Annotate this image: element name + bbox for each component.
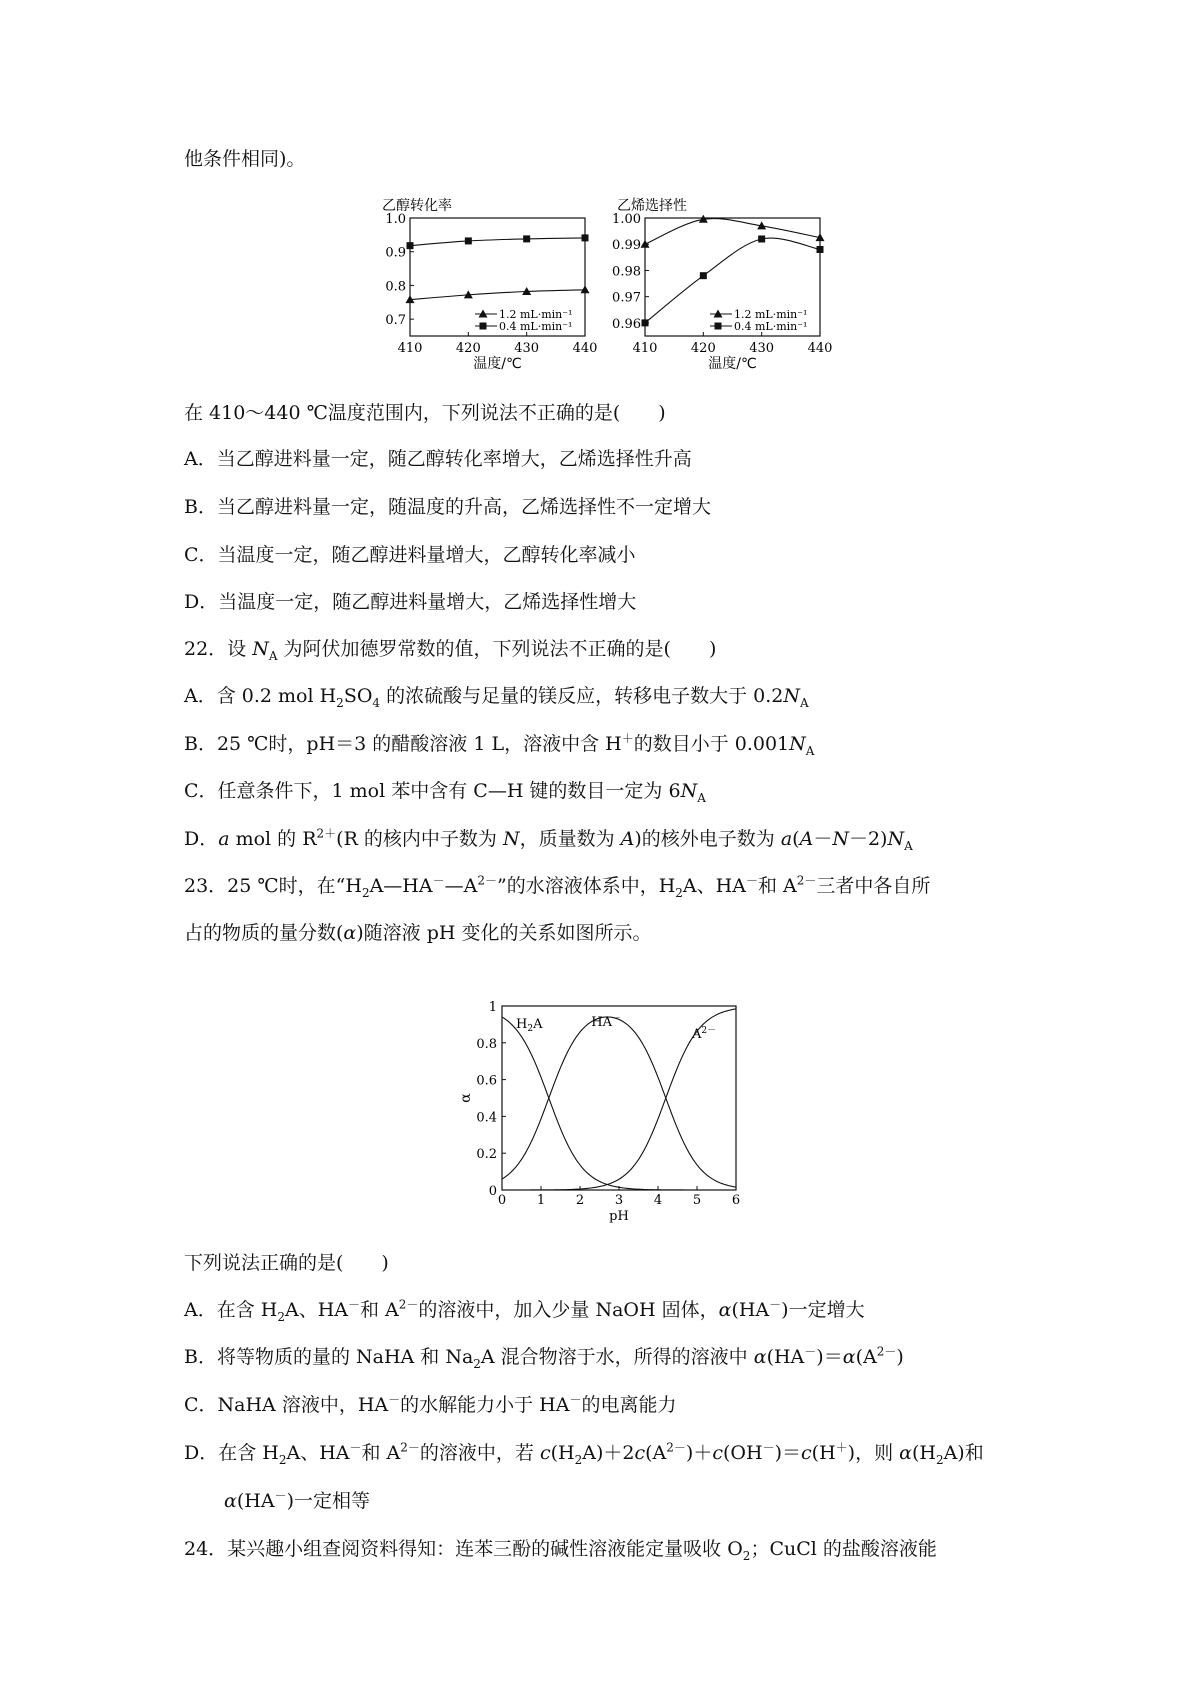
c1-ytick-label: 1.0 bbox=[385, 212, 406, 227]
c3-ytick-label: 1 bbox=[488, 1000, 497, 1015]
c2-point bbox=[758, 235, 765, 242]
q23-question: 下列说法正确的是( ) bbox=[184, 1252, 389, 1274]
q23-stem-line1 bbox=[184, 873, 930, 899]
t: － bbox=[349, 1440, 362, 1455]
t: a bbox=[218, 828, 230, 850]
q22-option-c bbox=[184, 778, 706, 804]
t: 的电离能力 bbox=[581, 1394, 677, 1416]
t: 2 bbox=[742, 1548, 751, 1563]
t: ) bbox=[896, 1346, 904, 1368]
t: c bbox=[634, 1442, 646, 1464]
t: － bbox=[762, 1440, 775, 1455]
c2-point bbox=[700, 272, 707, 279]
t: α bbox=[899, 1442, 912, 1464]
t: (A bbox=[855, 1346, 877, 1368]
c3-series-label bbox=[516, 1017, 543, 1034]
t: N bbox=[832, 828, 849, 850]
t: 2 bbox=[574, 1452, 583, 1467]
t: )＝ bbox=[816, 1346, 843, 1368]
t: A bbox=[268, 648, 278, 663]
t: (H bbox=[811, 1442, 836, 1464]
t: 的水解能力小于 HA bbox=[400, 1394, 570, 1416]
t: A 混合物溶于水，所得的溶液中 bbox=[480, 1346, 754, 1368]
q23-option-a bbox=[184, 1297, 865, 1323]
q21-option-b: B．当乙醇进料量一定，随温度的升高，乙烯选择性不一定增大 bbox=[184, 496, 711, 518]
t: N bbox=[252, 638, 269, 660]
t: A、HA bbox=[284, 1299, 348, 1321]
species-fraction-chart bbox=[450, 994, 750, 1230]
t: 2 bbox=[277, 1309, 285, 1324]
t: 和 A bbox=[361, 1442, 401, 1464]
t: ；CuCl 的盐酸溶液能 bbox=[750, 1538, 937, 1560]
t: —A bbox=[444, 875, 478, 897]
c1-point bbox=[523, 235, 530, 242]
c3-xtick-label: 3 bbox=[614, 1193, 624, 1208]
t: B．25 ℃时，pH＝3 的醋酸溶液 1 L，溶液中含 H bbox=[184, 733, 622, 755]
c2-ytick-label: 0.99 bbox=[612, 238, 641, 254]
t: mol 的 R bbox=[229, 828, 317, 850]
t: C．NaHA 溶液中，HA bbox=[184, 1394, 389, 1416]
c3-xtick-label: 2 bbox=[575, 1193, 585, 1208]
q22-option-d bbox=[184, 826, 913, 852]
t: 2－ bbox=[398, 1297, 419, 1312]
t: N bbox=[502, 828, 520, 850]
continuation-line: 他条件相同)。 bbox=[184, 148, 306, 170]
t: C．任意条件下，1 mol 苯中含有 C—H 键的数目一定为 6 bbox=[184, 780, 681, 802]
t: 2－ bbox=[477, 873, 497, 888]
c1-legend-label: 0.4 mL·min⁻¹ bbox=[499, 320, 573, 333]
c1-xtick-label: 420 bbox=[455, 341, 481, 356]
c3-series-label-part: H bbox=[516, 1017, 528, 1032]
c2-series-line-0 bbox=[645, 219, 820, 245]
t: (H bbox=[911, 1442, 936, 1464]
c1-point bbox=[582, 234, 589, 241]
t: A)和 bbox=[943, 1442, 984, 1464]
t: 2－ bbox=[666, 1440, 686, 1455]
c3-ytick-label: 0.8 bbox=[476, 1036, 497, 1052]
c3-ylabel: α bbox=[458, 1093, 474, 1103]
c1-point bbox=[581, 285, 590, 293]
t: 2 bbox=[675, 885, 683, 900]
c1-legend-marker bbox=[480, 323, 487, 330]
t: )一定相等 bbox=[286, 1490, 370, 1512]
t: 三者中各自所 bbox=[816, 875, 931, 897]
q21-stem: 在 410～440 ℃温度范围内，下列说法不正确的是( ) bbox=[184, 402, 666, 424]
c2-xtick-label: 420 bbox=[690, 341, 716, 356]
c3-xtick-label: 4 bbox=[653, 1193, 663, 1208]
t: A bbox=[799, 695, 809, 710]
c2-legend-label: 0.4 mL·min⁻¹ bbox=[734, 320, 808, 333]
c2-ytick-label: 1.00 bbox=[612, 212, 641, 227]
t: A)＋2 bbox=[582, 1442, 635, 1464]
c2-point bbox=[642, 319, 649, 326]
c2-point bbox=[817, 246, 824, 253]
t: )随溶液 pH 变化的关系如图所示。 bbox=[356, 922, 652, 944]
t: D．在含 H bbox=[184, 1442, 279, 1464]
t: － bbox=[348, 1297, 361, 1312]
t: A bbox=[805, 743, 815, 758]
c1-ytick-label: 0.8 bbox=[385, 279, 406, 295]
t: 2 bbox=[473, 1356, 481, 1371]
t: 2 bbox=[278, 1452, 287, 1467]
c3-series-line-1 bbox=[502, 1017, 736, 1187]
c1-xtick-label: 440 bbox=[572, 341, 598, 356]
t: c bbox=[712, 1442, 723, 1464]
t: 的溶液中，若 bbox=[419, 1442, 540, 1464]
t: (H bbox=[550, 1442, 575, 1464]
t: B．将等物质的量的 NaHA 和 Na bbox=[184, 1346, 474, 1368]
t: N bbox=[789, 733, 806, 755]
c3-xlabel: pH bbox=[609, 1209, 629, 1224]
c3-series-label-part: HA bbox=[591, 1015, 613, 1030]
t: 2－ bbox=[400, 1440, 420, 1455]
c3-series-label-part: A bbox=[533, 1017, 543, 1032]
q23-option-b bbox=[184, 1344, 904, 1370]
t: (HA bbox=[766, 1346, 805, 1368]
c1-point bbox=[407, 242, 414, 249]
t: A bbox=[620, 828, 635, 850]
t: N bbox=[680, 780, 698, 802]
t: α bbox=[842, 1346, 856, 1368]
c1-xtick-label: 430 bbox=[514, 341, 540, 356]
t: － bbox=[569, 1392, 582, 1407]
q21-option-d: D．当温度一定，随乙醇进料量增大，乙烯选择性增大 bbox=[184, 591, 637, 613]
t: － bbox=[769, 1297, 782, 1312]
c2-ytick-label: 0.96 bbox=[612, 316, 641, 332]
c3-xtick-label: 6 bbox=[731, 1193, 741, 1208]
c3-series-label-part: 2 bbox=[527, 1024, 534, 1034]
t: － bbox=[804, 1344, 817, 1359]
t: (HA bbox=[236, 1490, 275, 1512]
t: A bbox=[697, 790, 706, 805]
c1-series-line-0 bbox=[410, 290, 585, 300]
ethylene-selectivity-chart bbox=[600, 198, 833, 404]
t: 2－ bbox=[796, 873, 817, 888]
c1-legend-label: 1.2 mL·min⁻¹ bbox=[499, 308, 573, 321]
t: )，则 bbox=[847, 1442, 900, 1464]
t: )＋ bbox=[685, 1442, 713, 1464]
t: 2 bbox=[935, 1452, 944, 1467]
c3-ytick-label: 0.6 bbox=[476, 1073, 497, 1089]
t: 和 A bbox=[757, 875, 797, 897]
t: A．含 0.2 mol H bbox=[184, 685, 337, 707]
c3-xtick-label: 1 bbox=[536, 1193, 546, 1208]
t: A、HA bbox=[286, 1442, 350, 1464]
c3-ytick-label: 0.2 bbox=[476, 1147, 497, 1163]
t: D． bbox=[184, 828, 219, 850]
t: A bbox=[904, 838, 913, 853]
c3-series-label bbox=[591, 1014, 621, 1030]
t: )的核外电子数为 bbox=[634, 828, 781, 850]
t: － bbox=[745, 873, 758, 888]
t: a bbox=[780, 828, 793, 850]
q22-option-b bbox=[184, 731, 814, 757]
q24-stem bbox=[184, 1536, 937, 1562]
t: )＝ bbox=[774, 1442, 801, 1464]
t: － bbox=[813, 828, 833, 850]
t: ”的水溶液体系中，H bbox=[496, 875, 676, 897]
t: ( bbox=[792, 828, 800, 850]
t: c bbox=[801, 1442, 812, 1464]
t: 占的物质的量分数( bbox=[184, 922, 344, 944]
t: －2) bbox=[848, 828, 888, 850]
c3-ytick-label: 0 bbox=[488, 1184, 497, 1199]
t: A—HA bbox=[369, 875, 433, 897]
t: 22．设 bbox=[184, 638, 253, 660]
q23-option-d-cont bbox=[224, 1488, 370, 1514]
c1-point bbox=[465, 237, 472, 244]
t: A．在含 H bbox=[184, 1299, 278, 1321]
q23-option-c bbox=[184, 1392, 677, 1418]
t: α bbox=[343, 922, 357, 944]
c2-ytick-label: 0.98 bbox=[612, 264, 641, 280]
c3-series-label-part: － bbox=[612, 1014, 622, 1024]
t: N bbox=[783, 685, 800, 707]
t: ，质量数为 bbox=[519, 828, 621, 850]
c3-series-label bbox=[691, 1026, 716, 1042]
t: c bbox=[539, 1442, 551, 1464]
c2-xtick-label: 440 bbox=[807, 341, 833, 356]
t: (OH bbox=[723, 1442, 763, 1464]
t: － bbox=[388, 1392, 401, 1407]
c1-ytick-label: 0.7 bbox=[385, 313, 406, 329]
q22-option-a bbox=[184, 683, 809, 709]
c2-ylabel: 乙烯选择性 bbox=[617, 198, 687, 214]
t: 23．25 ℃时，在“H bbox=[184, 875, 362, 897]
t: 和 A bbox=[360, 1299, 399, 1321]
t: － bbox=[274, 1488, 287, 1503]
q23-option-d bbox=[184, 1440, 984, 1466]
q21-option-a: A．当乙醇进料量一定，随乙醇转化率增大，乙烯选择性升高 bbox=[184, 448, 692, 470]
c1-xtick-label: 410 bbox=[397, 341, 423, 356]
t: ＋ bbox=[835, 1440, 848, 1455]
c3-series-line-0 bbox=[502, 1017, 736, 1190]
c2-xlabel: 温度/℃ bbox=[708, 356, 757, 372]
q22-stem bbox=[184, 636, 716, 662]
c2-ytick-label: 0.97 bbox=[612, 290, 641, 306]
c1-ytick-label: 0.9 bbox=[385, 245, 406, 261]
t: － bbox=[432, 873, 445, 888]
t: 2＋ bbox=[316, 826, 337, 841]
t: SO bbox=[343, 685, 373, 707]
c2-xtick-label: 410 bbox=[632, 341, 658, 356]
t: A bbox=[799, 828, 814, 850]
c2-legend-marker bbox=[715, 323, 722, 330]
t: (R 的核内中子数为 bbox=[336, 828, 503, 850]
t: α bbox=[224, 1490, 237, 1512]
c3-series-label-part: A bbox=[692, 1027, 702, 1042]
t: ＋ bbox=[621, 731, 634, 746]
t: 的浓硫酸与足量的镁反应，转移电子数大于 0.2 bbox=[380, 685, 784, 707]
c2-xtick-label: 430 bbox=[749, 341, 775, 356]
t: 为阿伏加德罗常数的值，下列说法不正确的是( ) bbox=[277, 638, 717, 660]
c1-xlabel: 温度/℃ bbox=[473, 356, 522, 372]
c3-xtick-label: 5 bbox=[692, 1193, 702, 1208]
t: 的溶液中，加入少量 NaOH 固体， bbox=[418, 1299, 719, 1321]
q21-option-c: C．当温度一定，随乙醇进料量增大，乙醇转化率减小 bbox=[184, 544, 636, 566]
t: (HA bbox=[731, 1299, 770, 1321]
t: )一定增大 bbox=[781, 1299, 865, 1321]
c1-series-line-1 bbox=[410, 238, 585, 246]
q23-stem-line2 bbox=[184, 920, 652, 946]
t: (A bbox=[645, 1442, 667, 1464]
t: 4 bbox=[372, 695, 381, 710]
c3-ytick-label: 0.4 bbox=[476, 1110, 497, 1126]
c3-xtick-label: 0 bbox=[497, 1193, 507, 1208]
t: α bbox=[718, 1299, 732, 1321]
t: 2 bbox=[361, 885, 370, 900]
c1-ylabel: 乙醇转化率 bbox=[382, 198, 452, 214]
t: 2 bbox=[336, 695, 344, 710]
c3-series-label-part: 2－ bbox=[701, 1026, 717, 1036]
t: α bbox=[753, 1346, 767, 1368]
t: 24．某兴趣小组查阅资料得知：连苯三酚的碱性溶液能定量吸收 O bbox=[184, 1538, 743, 1560]
t: 2－ bbox=[876, 1344, 897, 1359]
t: N bbox=[887, 828, 905, 850]
ethanol-conversion-chart bbox=[370, 198, 598, 404]
t: A、HA bbox=[682, 875, 746, 897]
c2-legend-label: 1.2 mL·min⁻¹ bbox=[734, 308, 808, 321]
t: 的数目小于 0.001 bbox=[633, 733, 790, 755]
